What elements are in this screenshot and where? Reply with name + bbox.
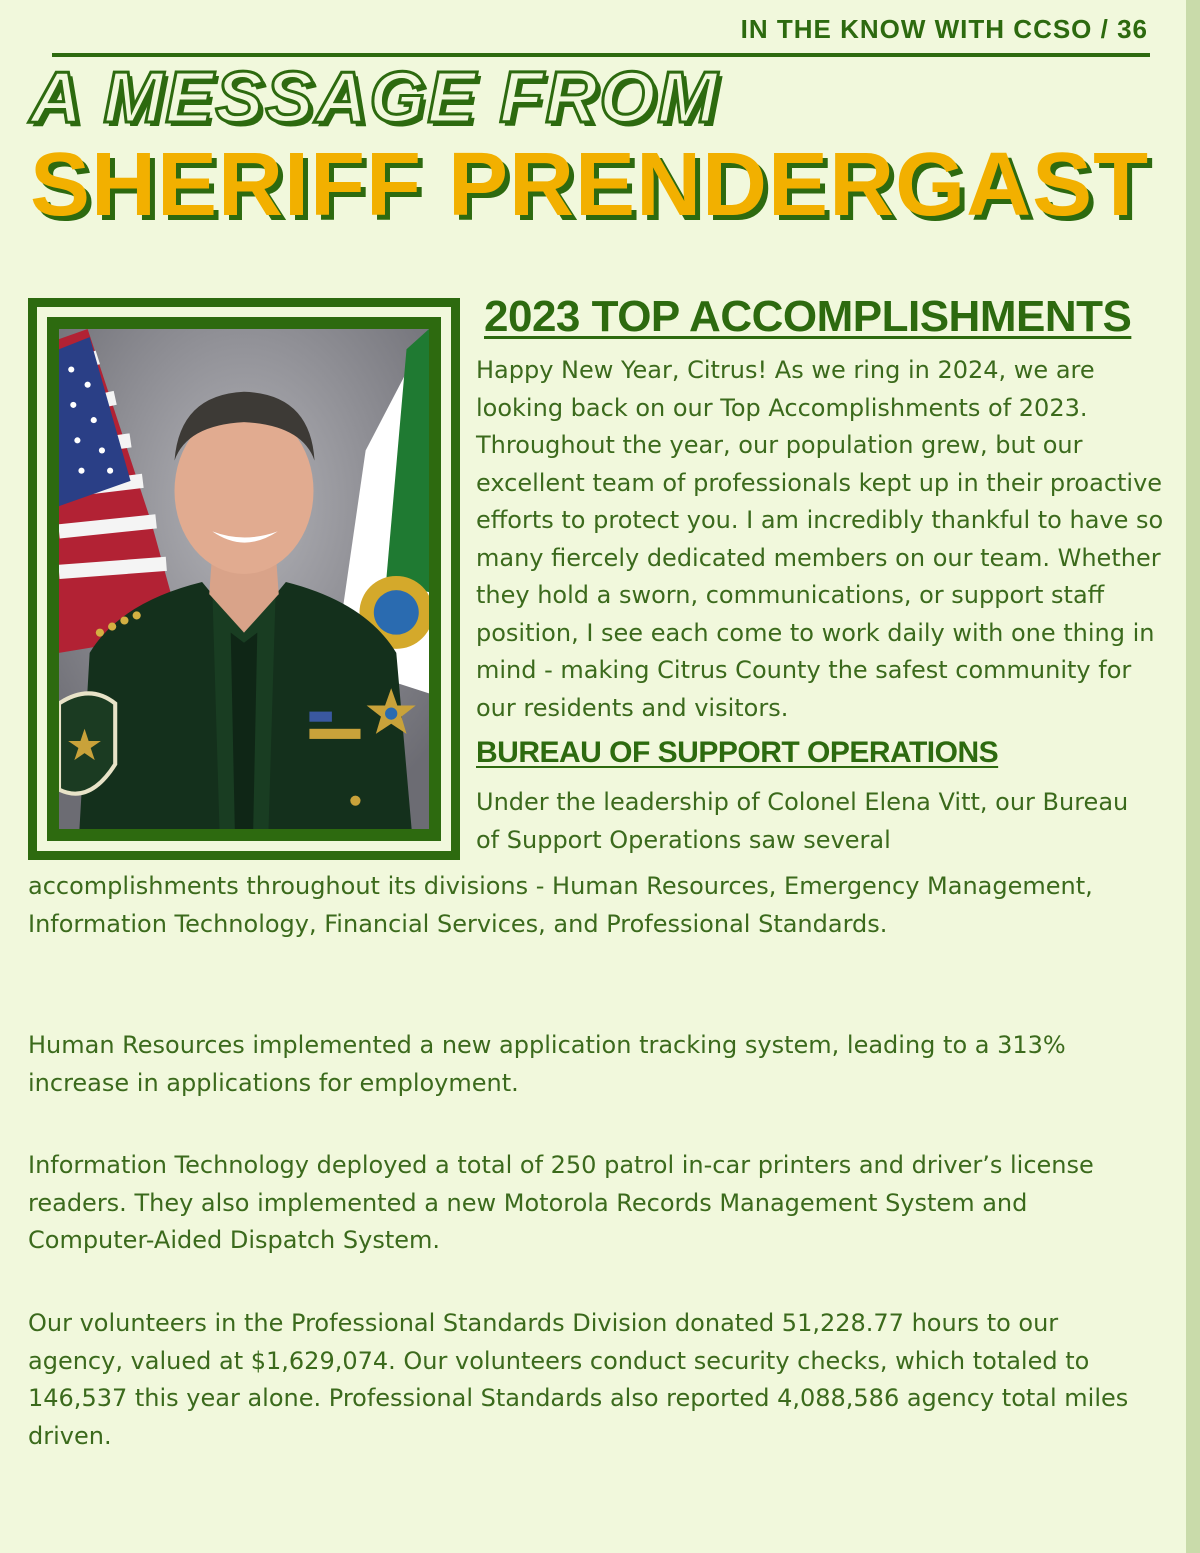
page-edge-stripe xyxy=(1186,0,1200,1553)
section-heading: 2023 TOP ACCOMPLISHMENTS xyxy=(484,292,1132,341)
bso-paragraph-continued: accomplishments throughout its divisions - Human Resources, Emergency Management, Information Technology, Financial Services, and Professional Standards. xyxy=(28,872,1093,938)
sheriff-portrait-frame xyxy=(28,298,460,860)
subsection-heading: BUREAU OF SUPPORT OPERATIONS xyxy=(476,736,999,769)
volunteers-paragraph: Our volunteers in the Professional Standards Division donated 51,228.77 hours to our agency, valued at $1,629,074. Our volunteers conduct security checks, which totaled to 146,537 this year alone. Professional Standards also reported 4,088,586 agency total miles driven. xyxy=(28,1309,1129,1450)
issue-page-label: IN THE KNOW WITH CCSO / 36 xyxy=(740,14,1148,44)
intro-paragraph: Happy New Year, Citrus! As we ring in 2024, we are looking back on our Top Accomplishments of 2023. Throughout the year, our population grew, but our excellent team of professionals kept up in their proactive efforts to protect you. I am incredibly thankful to have so many fiercely dedicated members on our team. Whether they hold a sworn, communications, or support staff position, I see each come to work daily with one thing in mind - making Citrus County the safest community for our residents and visitors. xyxy=(476,356,1164,722)
shoulder-patch-icon xyxy=(59,693,115,793)
information-technology-paragraph: Information Technology deployed a total of 250 patrol in-car printers and driver’s license readers. They also implemented a new Motorola Records Management System and Computer-Aided Dispatch System. xyxy=(28,1151,1094,1254)
sheriff-portrait xyxy=(47,317,441,841)
bso-paragraph-start: Under the leadership of Colonel Elena Vitt, our Bureau of Support Operations saw several xyxy=(476,788,1129,854)
title-line-1: A MESSAGE FROM xyxy=(30,58,720,138)
human-resources-paragraph: Human Resources implemented a new application tracking system, leading to a 313% increase in applications for employment. xyxy=(28,1031,1066,1097)
portrait-illustration xyxy=(59,329,429,829)
header-divider xyxy=(52,53,1150,57)
title-line-2: SHERIFF PRENDERGAST xyxy=(30,135,1150,235)
